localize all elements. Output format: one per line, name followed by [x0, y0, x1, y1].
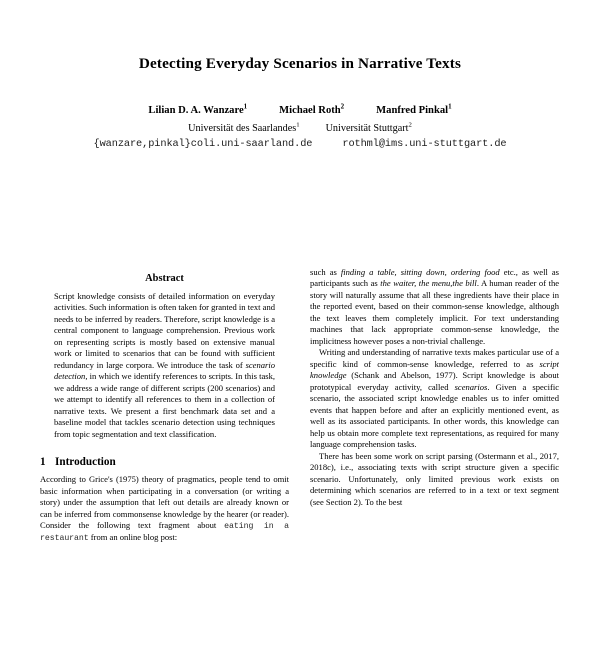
affiliation-1-mark: 1 — [296, 121, 300, 129]
section-title: Introduction — [55, 456, 116, 469]
right-paragraph-continuation — [310, 267, 559, 347]
email-address-1: {wanzare,pinkal}coli.uni-saarland.de — [93, 138, 313, 151]
abstract-paragraph — [54, 291, 275, 440]
affiliation-2-mark: 2 — [408, 121, 412, 129]
affiliation-2-name: Universität Stuttgart — [325, 122, 409, 134]
right-emphasis-script-knowledge: script knowledge — [310, 358, 559, 381]
abstract-block — [40, 273, 289, 440]
section-heading-introduction — [40, 456, 289, 468]
right-column — [310, 267, 559, 659]
email-address-2: rothml@ims.uni-stuttgart.de — [342, 138, 507, 151]
author-1-name: Lilian D. A. Wanzare — [148, 105, 244, 117]
affiliation-1-name: Universität des Saarlandes — [188, 122, 297, 134]
right-text-part-3: . A human reader of the story will naturally assume that all these ingredients have their place in the reported event, based on their common-sense knowledge, although the text leaves them completely implicit. For text understanding machines that lack appropriate common-sense knowledge, the implicitness however poses a non-trivial challenge. — [310, 278, 559, 346]
author-3-affil-mark: 1 — [448, 102, 452, 111]
author-1 — [148, 104, 247, 118]
author-3-name: Manfred Pinkal — [376, 105, 449, 117]
right-text-part-2: etc., as well as participants such as — [310, 267, 559, 289]
abstract-text-part-2: , in which we identify references to scripts. In this task, we address a wide range of different scripts (200 scenarios) and we attempt to identify all references to them in a collection of narrative texts. We present a first benchmark data set and a baseline model that tackles scenario detection using techniques from topic segmentation and text classification. — [54, 371, 275, 439]
right-paragraph-3: There has been some work on script parsing (Ostermann et al., 2017, 2018c), i.e., associating texts with script structure given a specific scenario. Unfortunately, only limited previous work exists on determining which scenarios are referred to in a text or text segment (see Section 2). To the best — [310, 450, 559, 507]
right-emphasis-events: finding a table, sitting down, ordering food — [340, 267, 500, 277]
intro-code-fragment: eating in a restaurant — [40, 522, 289, 544]
right-p2-part-1: Writing and understanding of narrative texts makes particular use of a specific kind of common-sense knowledge, referred to as — [310, 347, 559, 369]
abstract-emphasis-scenario-detection: scenario detection — [54, 359, 275, 382]
intro-text-part-2: from an online blog post: — [88, 532, 178, 543]
body-columns — [40, 267, 560, 659]
intro-text-part-1: According to Grice's (1975) theory of pragmatics, people tend to omit basic information when participating in a conversation (or writing a story) under the assumption that left out details are already known or can be inferred from commonsense knowledge by the hearer (or reader). Consider the following text fragment about — [40, 474, 289, 531]
right-p2-part-3: . Given a specific scenario, the associated script knowledge enables us to infer omitted events that happen before and after an explicitly mentioned event, as well as its associated participants. In other words, this knowledge can help us obtain more complete text representations, as required for many language comprehension tasks. — [310, 381, 559, 450]
right-p2-part-2: (Schank and Abelson, 1977). Script knowledge is about prototypical everyday activity, called — [310, 370, 559, 392]
author-1-affil-mark: 1 — [243, 102, 248, 111]
affiliation-2 — [326, 122, 412, 136]
right-text-part-1: such as — [310, 267, 341, 277]
abstract-heading: Abstract — [145, 273, 184, 284]
author-list — [40, 104, 560, 118]
right-emphasis-participants: the waiter, the menu,the bill — [380, 278, 477, 289]
page-title: Detecting Everyday Scenarios in Narrative Texts — [138, 55, 462, 72]
author-2-name: Michael Roth — [279, 105, 341, 117]
left-column — [40, 267, 289, 659]
paper-page — [0, 55, 600, 655]
introduction-paragraph-2-clipped — [40, 544, 289, 549]
right-paragraph-2 — [310, 347, 559, 450]
author-2 — [279, 104, 344, 118]
abstract-text-part-1: Script knowledge consists of detailed information on everyday activities. Such information is often taken for granted in text and needs to be inferred by readers. Therefore, script knowledge is a central component to language comprehension. Previous work on representing scripts is mostly based on extensive manual work or limited to scenarios that can be found with sufficient redundancy in large corpora. We introduce the task of — [54, 291, 275, 370]
email-list — [40, 138, 560, 150]
author-2-affil-mark: 2 — [340, 102, 345, 111]
author-3 — [376, 104, 451, 118]
introduction-paragraph-1 — [40, 474, 289, 544]
affiliation-1 — [188, 122, 299, 136]
right-emphasis-scenarios: scenarios — [454, 381, 488, 392]
section-number: 1 — [40, 456, 46, 469]
affiliation-list — [40, 122, 560, 136]
